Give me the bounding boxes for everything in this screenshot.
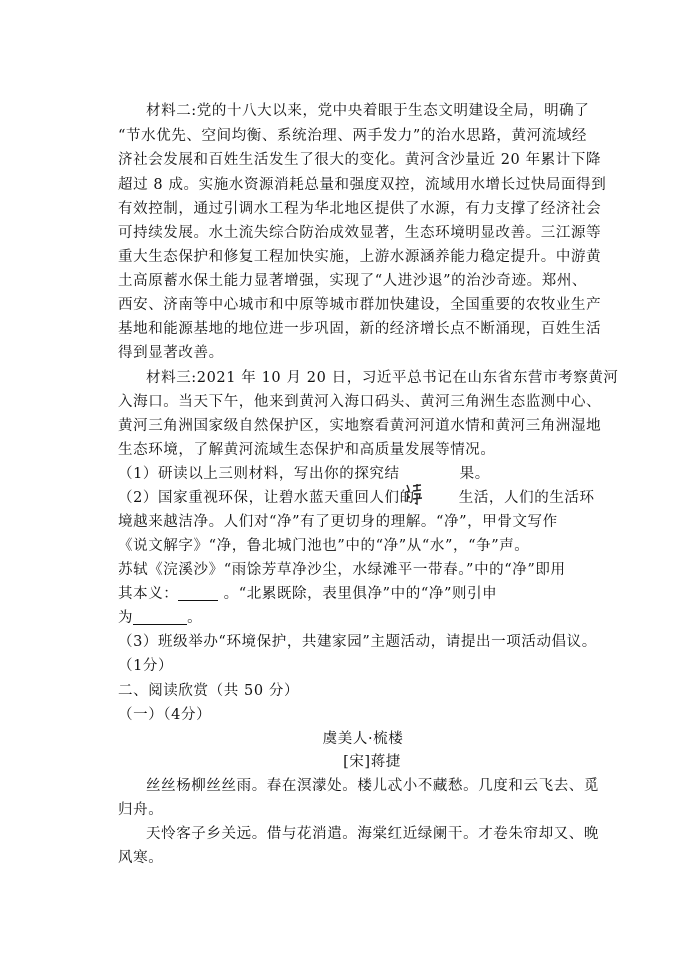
question-2-line: 《说文解字》“净，鲁北城门池也”中的“净”从“水”，“争”声。 (118, 538, 530, 554)
ancient-character-image-icon (404, 482, 424, 506)
material3-line: 入海口。当天下午，他来到黄河入海口码头、黄河三角洲生态监测中心、 (118, 394, 602, 410)
poem-title: 虞美人·梳楼 (322, 731, 404, 747)
material3-line: 黄河三角洲国家级自然保护区，实地察看黄河河道水情和黄河三角洲湿地 (118, 418, 602, 434)
question-2-text: 生活，人们的生活环 (458, 490, 595, 506)
material2-line: 得到显著改善。 (118, 345, 224, 361)
question-2-text: 。“北累既除，表里俱净”中的“净”则引申 (218, 586, 498, 602)
material2-line: 基地和能源基地的地位进一步巩固，新的经济增长点不断涌现，百姓生活 (118, 321, 602, 337)
material2-line: 土高原蓄水保土能力显著增强，实现了“人进沙退”的治沙奇迹。郑州、 (118, 273, 588, 289)
question-2-line (118, 487, 595, 509)
question-2-text: 其本义： (118, 586, 179, 602)
material2-line: 西安、济南等中心城市和中原等城市群加快建设，全国重要的农牧业生产 (118, 297, 602, 313)
material2-line: “节水优先、空间均衡、系统治理、两手发力”的治水思路，黄河流域经 (118, 128, 588, 144)
question-3-score: （1分） (118, 658, 174, 674)
material2-line: 有效控制，通过引调水工程为华北地区提供了水源，有力支撑了经济社会 (118, 201, 602, 217)
material2-line: 可持续发展。水土流失综合防治成效显著，生态环境明显改善。三江源等 (118, 225, 602, 241)
poem-line: 丝丝杨柳丝丝雨。春在溟濛处。楼儿忒小不藏愁。几度和云飞去、觅 (146, 778, 599, 794)
question-1-end: 果。 (459, 466, 490, 482)
question-2-text: 为 (118, 610, 134, 626)
poem-line: 风寒。 (118, 850, 164, 866)
question-2-text: 。 (187, 610, 203, 626)
question-1 (118, 463, 490, 485)
answer-blank[interactable] (133, 608, 187, 625)
poem-line: 归舟。 (118, 802, 164, 818)
answer-blank[interactable] (178, 584, 218, 601)
question-2-text: （2）国家重视环保，让碧水蓝天重回人们的 (118, 490, 415, 506)
question-3-line: （3）班级举办“环境保护，共建家园”主题活动，请提出一项活动倡议。 (118, 634, 597, 650)
question-2-line (118, 583, 497, 605)
material2-line: 超过 8 成。实施水资源消耗总量和强度双控，流域用水增长过快局面得到 (118, 177, 607, 193)
material2-line: 材料二:党的十八大以来，党中央着眼于生态文明建设全局，明确了 (146, 103, 590, 119)
section-heading: 二、阅读欣赏（共 50 分） (118, 683, 300, 699)
material2-line: 济社会发展和百姓生活发生了很大的变化。黄河含沙量近 20 年累计下降 (118, 152, 602, 168)
question-2-line: 境越来越洁净。人们对“净”有了更切身的理解。“净”，甲骨文写作 (118, 514, 558, 530)
poem-author: [宋]蒋捷 (343, 754, 401, 770)
material3-line: 生态环境，了解黄河流域生态保护和高质量发展等情况。 (118, 442, 496, 458)
question-2-line (118, 607, 202, 629)
question-2-line: 苏轼《浣溪沙》“雨馀芳草净沙尘，水绿滩平一带春。”中的“净”即用 (118, 562, 566, 578)
question-1-text: （1）研读以上三则材料，写出你的探究结 (118, 466, 400, 482)
poem-line: 天怜客子乡关远。借与花消遣。海棠红近绿阑干。才卷朱帘却又、晚 (146, 826, 599, 842)
subsection-heading: （一）（4分） (118, 707, 212, 723)
material2-line: 重大生态保护和修复工程加快实施，上游水源涵养能力稳定提升。中游黄 (118, 249, 602, 265)
material3-line: 材料三:2021 年 10 月 20 日，习近平总书记在山东省东营市考察黄河 (146, 370, 619, 386)
